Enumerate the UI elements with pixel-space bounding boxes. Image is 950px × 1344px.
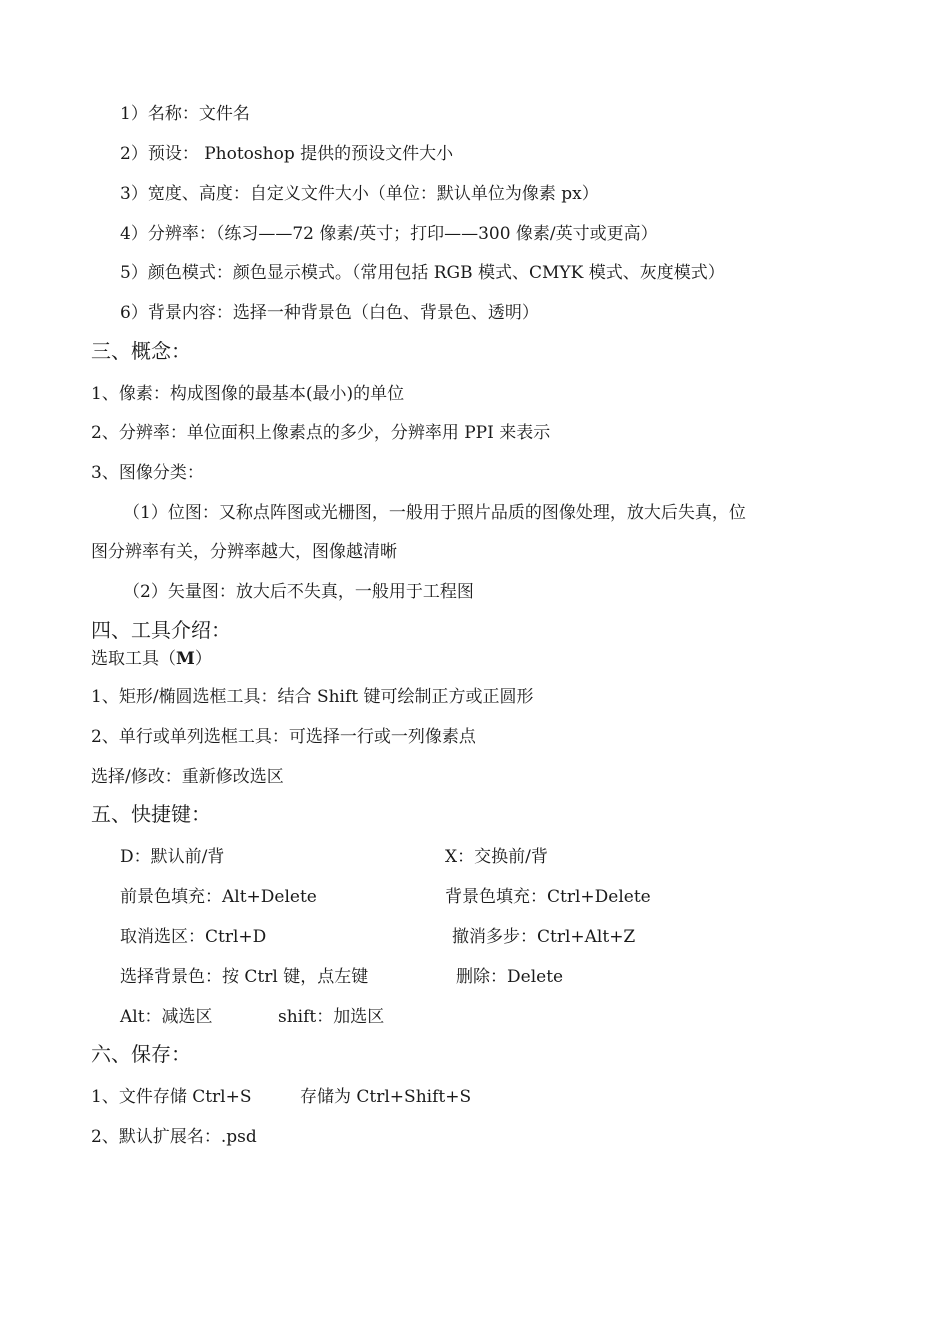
shortcut-deselect: 取消选区：Ctrl+D	[120, 927, 267, 947]
tools-select-key: M	[176, 649, 195, 669]
concept-pixel: 1、像素：构成图像的最基本(最小)的单位	[91, 384, 405, 404]
concept-vector: （2）矢量图：放大后不失真，一般用于工程图	[123, 582, 474, 602]
concept-bitmap-line2: 图分辨率有关，分辨率越大，图像越清晰	[91, 542, 397, 562]
shortcut-delete: 删除：Delete	[456, 967, 564, 987]
concept-resolution: 2、分辨率：单位面积上像素点的多少，分辨率用 PPI 来表示	[91, 423, 551, 443]
shortcut-pick-background: 选择背景色：按 Ctrl 键，点左键	[120, 967, 369, 987]
shortcut-fill-foreground: 前景色填充：Alt+Delete	[120, 887, 317, 907]
new-file-item-preset: 2）预设： Photoshop 提供的预设文件大小	[120, 144, 454, 164]
save-default-extension: 2、默认扩展名：.psd	[91, 1127, 257, 1147]
tools-row-column-marquee: 2、单行或单列选框工具：可选择一行或一列像素点	[91, 727, 476, 747]
new-file-item-resolution: 4）分辨率：（练习——72 像素/英寸；打印——300 像素/英寸或更高）	[120, 224, 658, 244]
new-file-item-name: 1）名称：文件名	[120, 104, 250, 124]
shortcut-subtract-selection: Alt：减选区	[120, 1007, 213, 1027]
concepts-heading: 三、概念：	[91, 339, 191, 363]
shortcut-fill-background: 背景色填充：Ctrl+Delete	[445, 887, 651, 907]
new-file-item-color-mode: 5）颜色模式：颜色显示模式。（常用包括 RGB 模式、CMYK 模式、灰度模式）	[120, 263, 725, 283]
new-file-item-background: 6）背景内容：选择一种背景色（白色、背景色、透明）	[120, 303, 539, 323]
save-as-shortcut: 存储为 Ctrl+Shift+S	[300, 1087, 472, 1107]
tools-select-prefix: 选取工具（	[91, 649, 176, 669]
save-store-shortcut: 1、文件存储 Ctrl+S	[91, 1087, 252, 1107]
shortcut-add-selection: shift：加选区	[278, 1007, 385, 1027]
shortcut-default-colors: D：默认前/背	[120, 847, 225, 867]
tools-marquee: 1、矩形/椭圆选框工具：结合 Shift 键可绘制正方或正圆形	[91, 687, 534, 707]
shortcuts-heading: 五、快捷键：	[91, 802, 211, 826]
tools-select-line	[91, 648, 212, 670]
save-heading: 六、保存：	[91, 1042, 191, 1066]
new-file-item-size: 3）宽度、高度：自定义文件大小（单位：默认单位为像素 px）	[120, 184, 599, 204]
tools-select-suffix: ）	[194, 649, 212, 669]
tools-modify: 选择/修改：重新修改选区	[91, 767, 284, 787]
concept-bitmap-line1: （1）位图：又称点阵图或光栅图，一般用于照片品质的图像处理，放大后失真，位	[123, 503, 746, 523]
shortcut-swap-colors: X：交换前/背	[445, 847, 548, 867]
concept-image-types: 3、图像分类：	[91, 463, 204, 483]
tools-heading: 四、工具介绍：	[91, 618, 231, 642]
shortcut-multi-undo: 撤消多步：Ctrl+Alt+Z	[452, 927, 636, 947]
